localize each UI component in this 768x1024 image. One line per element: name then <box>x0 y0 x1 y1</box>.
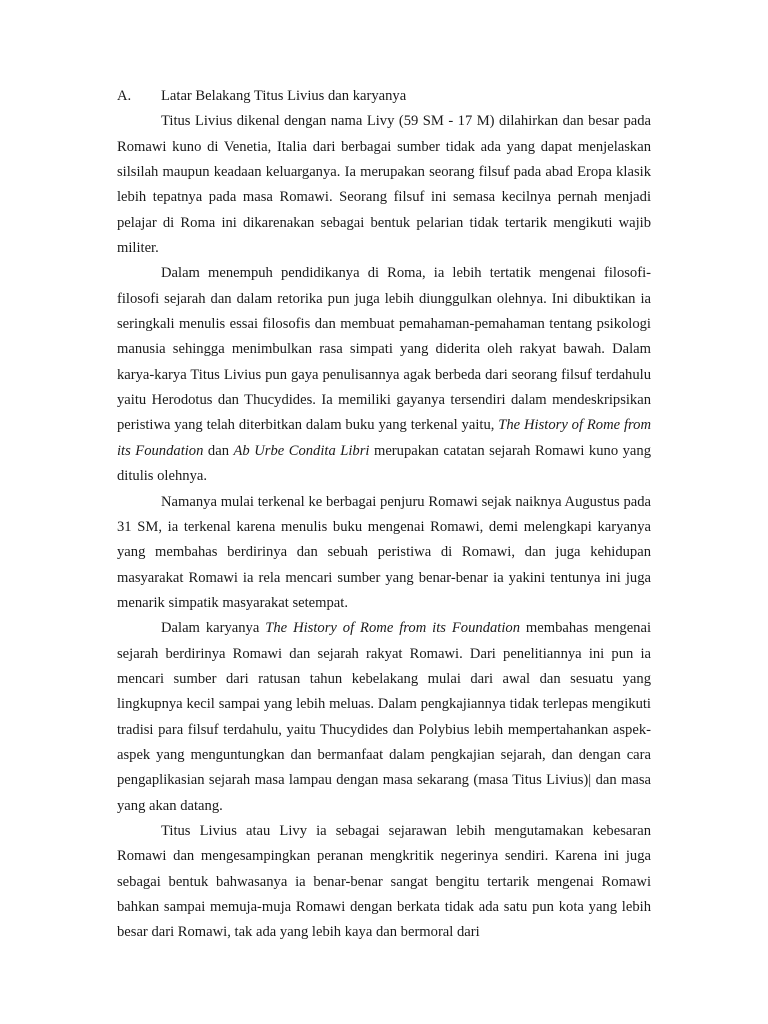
paragraph-text: membahas mengenai sejarah berdirinya Romawi dan sejarah rakyat Romawi. Dari penelitiannya ini pun ia mencari sumber dari ratusan tahun kebelakang mulai dari awal dan sesuatu yang lingkupnya kecil sampai yang lebih meluas. Dalam pengkajiannya tidak terlepas mengikuti tradisi para filsuf terdahulu, yaitu Thucydides dan Polybius lebih mempertahankan aspek-aspek yang menguntungkan dan bermanfaat dalam pengkajian sejarah, dan dengan cara pengaplikasian sejarah masa lampau dengan masa sekarang (masa Titus Livius)| dan masa yang akan datang. <box>117 620 651 814</box>
section-title: Latar Belakang Titus Livius dan karyanya <box>161 88 407 104</box>
paragraph <box>117 261 651 489</box>
paragraph <box>117 616 651 819</box>
book-title: The History of Rome from its Foundation <box>117 417 651 459</box>
paragraph <box>117 109 651 261</box>
paragraph <box>117 490 651 617</box>
document-page <box>117 84 651 946</box>
paragraph <box>117 819 651 946</box>
paragraph-text: Titus Livius dikenal dengan nama Livy (59 SM - 17 M) dilahirkan dan besar pada Romawi kuno di Venetia, Italia dari berbagai sumber tidak ada yang dapat menjelaskan silsilah maupun keadaan keluarganya. Ia merupakan seorang filsuf pada abad Eropa klasik lebih tepatnya pada masa Romawi. Seorang filsuf ini semasa kecilnya pernah menjadi pelajar di Roma ini dikarenakan sebagai bentuk pelarian tidak tertarik mengikuti wajib militer. <box>117 113 651 257</box>
book-title: The History of Rome from its Foundation <box>265 620 520 637</box>
paragraph-text: Dalam karyanya <box>161 620 266 637</box>
paragraph-text: dan <box>203 442 234 459</box>
paragraph-text: merupakan catatan sejarah Romawi kuno yang ditulis olehnya. <box>117 442 651 485</box>
paragraph-text: Namanya mulai terkenal ke berbagai penjuru Romawi sejak naiknya Augustus pada 31 SM, ia terkenal karena menulis buku mengenai Romawi, demi melengkapi karyanya yang membahas berdirinya dan sebuah peristiwa di Romawi, dan juga kehidupan masyarakat Romawi ia rela mencari sumber yang benar-benar ia yakini tentunya ini juga menarik simpatik masyarakat setempat. <box>117 493 651 611</box>
paragraph-text: Titus Livius atau Livy ia sebagai sejarawan lebih mengutamakan kebesaran Romawi dan mengesampingkan peranan mengkritik negerinya sendiri. Karena ini juga sebagai bentuk bahwasanya ia benar-benar sangat bengitu tertarik mengenai Romawi bahkan sampai memuja-muja Romawi dengan berkata tidak ada satu pun kota yang lebih besar dari Romawi, tak ada yang lebih kaya dan bermoral dari <box>117 822 651 941</box>
section-heading <box>117 84 651 109</box>
paragraph-text: Dalam menempuh pendidikanya di Roma, ia lebih tertatik mengenai filosofi-filosofi sejarah dan dalam retorika pun juga lebih diunggulkan olehnya. Ini dibuktikan ia seringkali menulis essai filosofis dan membuat pemahaman-pemahaman tentang psikologi manusia sehingga menimbulkan rasa simpati yang diderita oleh rakyat bawah. Dalam karya-karya Titus Livius pun gaya penulisannya agak berbeda dari seorang filsuf terdahulu yaitu Herodotus dan Thucydides. Ia memiliki gayanya tersendiri dalam mendeskripsikan peristiwa yang telah diterbitkan dalam buku yang terkenal yaitu, <box>117 265 651 434</box>
section-letter: A. <box>117 88 132 104</box>
book-title: Ab Urbe Condita Libri <box>233 442 370 459</box>
